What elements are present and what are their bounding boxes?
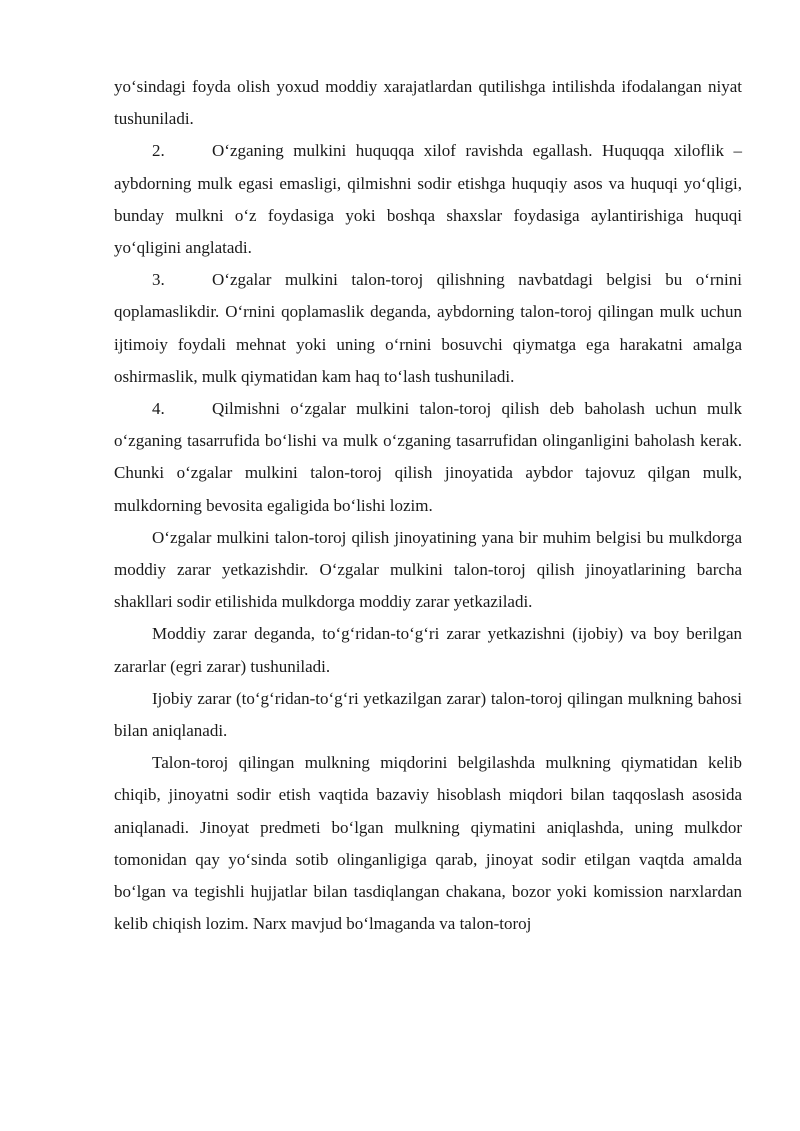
paragraph-mulk-miqdori: Talon-toroj qilingan mulkning miqdorini belgilashda mulkning qiymatidan kelib chiqib, jinoyatni sodir etish vaqtida bazaviy hisoblash miqdori bilan taqqoslash asosida aniqlanadi. Jinoyat predmeti bo‘lgan mulkning qiymatini aniqlashda, uning mulkdor tomonidan qay yo‘sinda sotib olinganligiga qarab, jinoyat sodir etilgan vaqtda amalda bo‘lgan va tegishli hujjatlar bilan tasdiqlangan chakana, bozor yoki komission narxlardan kelib chiqish lozim. Narx mavjud bo‘lmaganda va talon-toroj — [114, 753, 742, 934]
paragraph-number: 2. — [152, 141, 165, 161]
numbered-paragraph-4 — [114, 393, 742, 522]
numbered-paragraph-2 — [114, 135, 742, 264]
paragraph-number: 4. — [152, 399, 165, 419]
paragraph-moddiy-zarar-deganda: Moddiy zarar deganda, to‘g‘ridan-to‘g‘ri zarar yetkazishni (ijobiy) va boy berilgan zararlar (egri zarar) tushuniladi. — [114, 624, 742, 676]
numbered-paragraph-3 — [114, 264, 742, 393]
document-page — [114, 71, 742, 940]
paragraph-continuation: yo‘sindagi foyda olish yoxud moddiy xarajatlardan qutilishga intilishda ifodalangan niyat tushuniladi. — [114, 77, 742, 129]
paragraph-number: 3. — [152, 270, 165, 290]
paragraph-moddiy-zarar-belgisi: O‘zgalar mulkini talon-toroj qilish jinoyatining yana bir muhim belgisi bu mulkdorga moddiy zarar yetkazishdir. O‘zgalar mulkini talon-toroj qilish jinoyatlarining barcha shakllari sodir etilishida mulkdorga moddiy zarar yetkaziladi. — [114, 527, 742, 612]
paragraph-text: O‘zganing mulkini huquqqa xilof ravishda egallash. Huquqqa xiloflik – aybdorning mulk egasi emasligi, qilmishni sodir etishga huquqiy asos va huquqi yo‘qligi, bunday mulkni o‘z foydasiga yoki boshqa shaxslar foydasiga aylantirishiga huquqi yo‘qligini anglatadi. — [114, 141, 742, 258]
paragraph-text: O‘zgalar mulkini talon-toroj qilishning navbatdagi belgisi bu o‘rnini qoplamaslikdir. O‘rnini qoplamaslik deganda, aybdorning talon-toroj qilingan mulk uchun ijtimoiy foydali mehnat yoki uning o‘rnini bosuvchi qiymatga ega harakatni amalga oshirmaslik, mulk qiymatidan kam haq to‘lash tushuniladi. — [114, 270, 742, 386]
paragraph-ijobiy-zarar: Ijobiy zarar (to‘g‘ridan-to‘g‘ri yetkazilgan zarar) talon-toroj qilingan mulkning bahosi bilan aniqlanadi. — [114, 688, 742, 741]
paragraph-text: Qilmishni o‘zgalar mulkini talon-toroj qilish deb baholash uchun mulk o‘zganing tasarrufida bo‘lishi va mulk o‘zganing tasarrufidan olinganligini baholash kerak. Chunki o‘zgalar mulkini talon-toroj qilish jinoyatida aybdor tajovuz qilgan mulk, mulkdorning bevosita egaligida bo‘lishi lozim. — [114, 399, 742, 515]
